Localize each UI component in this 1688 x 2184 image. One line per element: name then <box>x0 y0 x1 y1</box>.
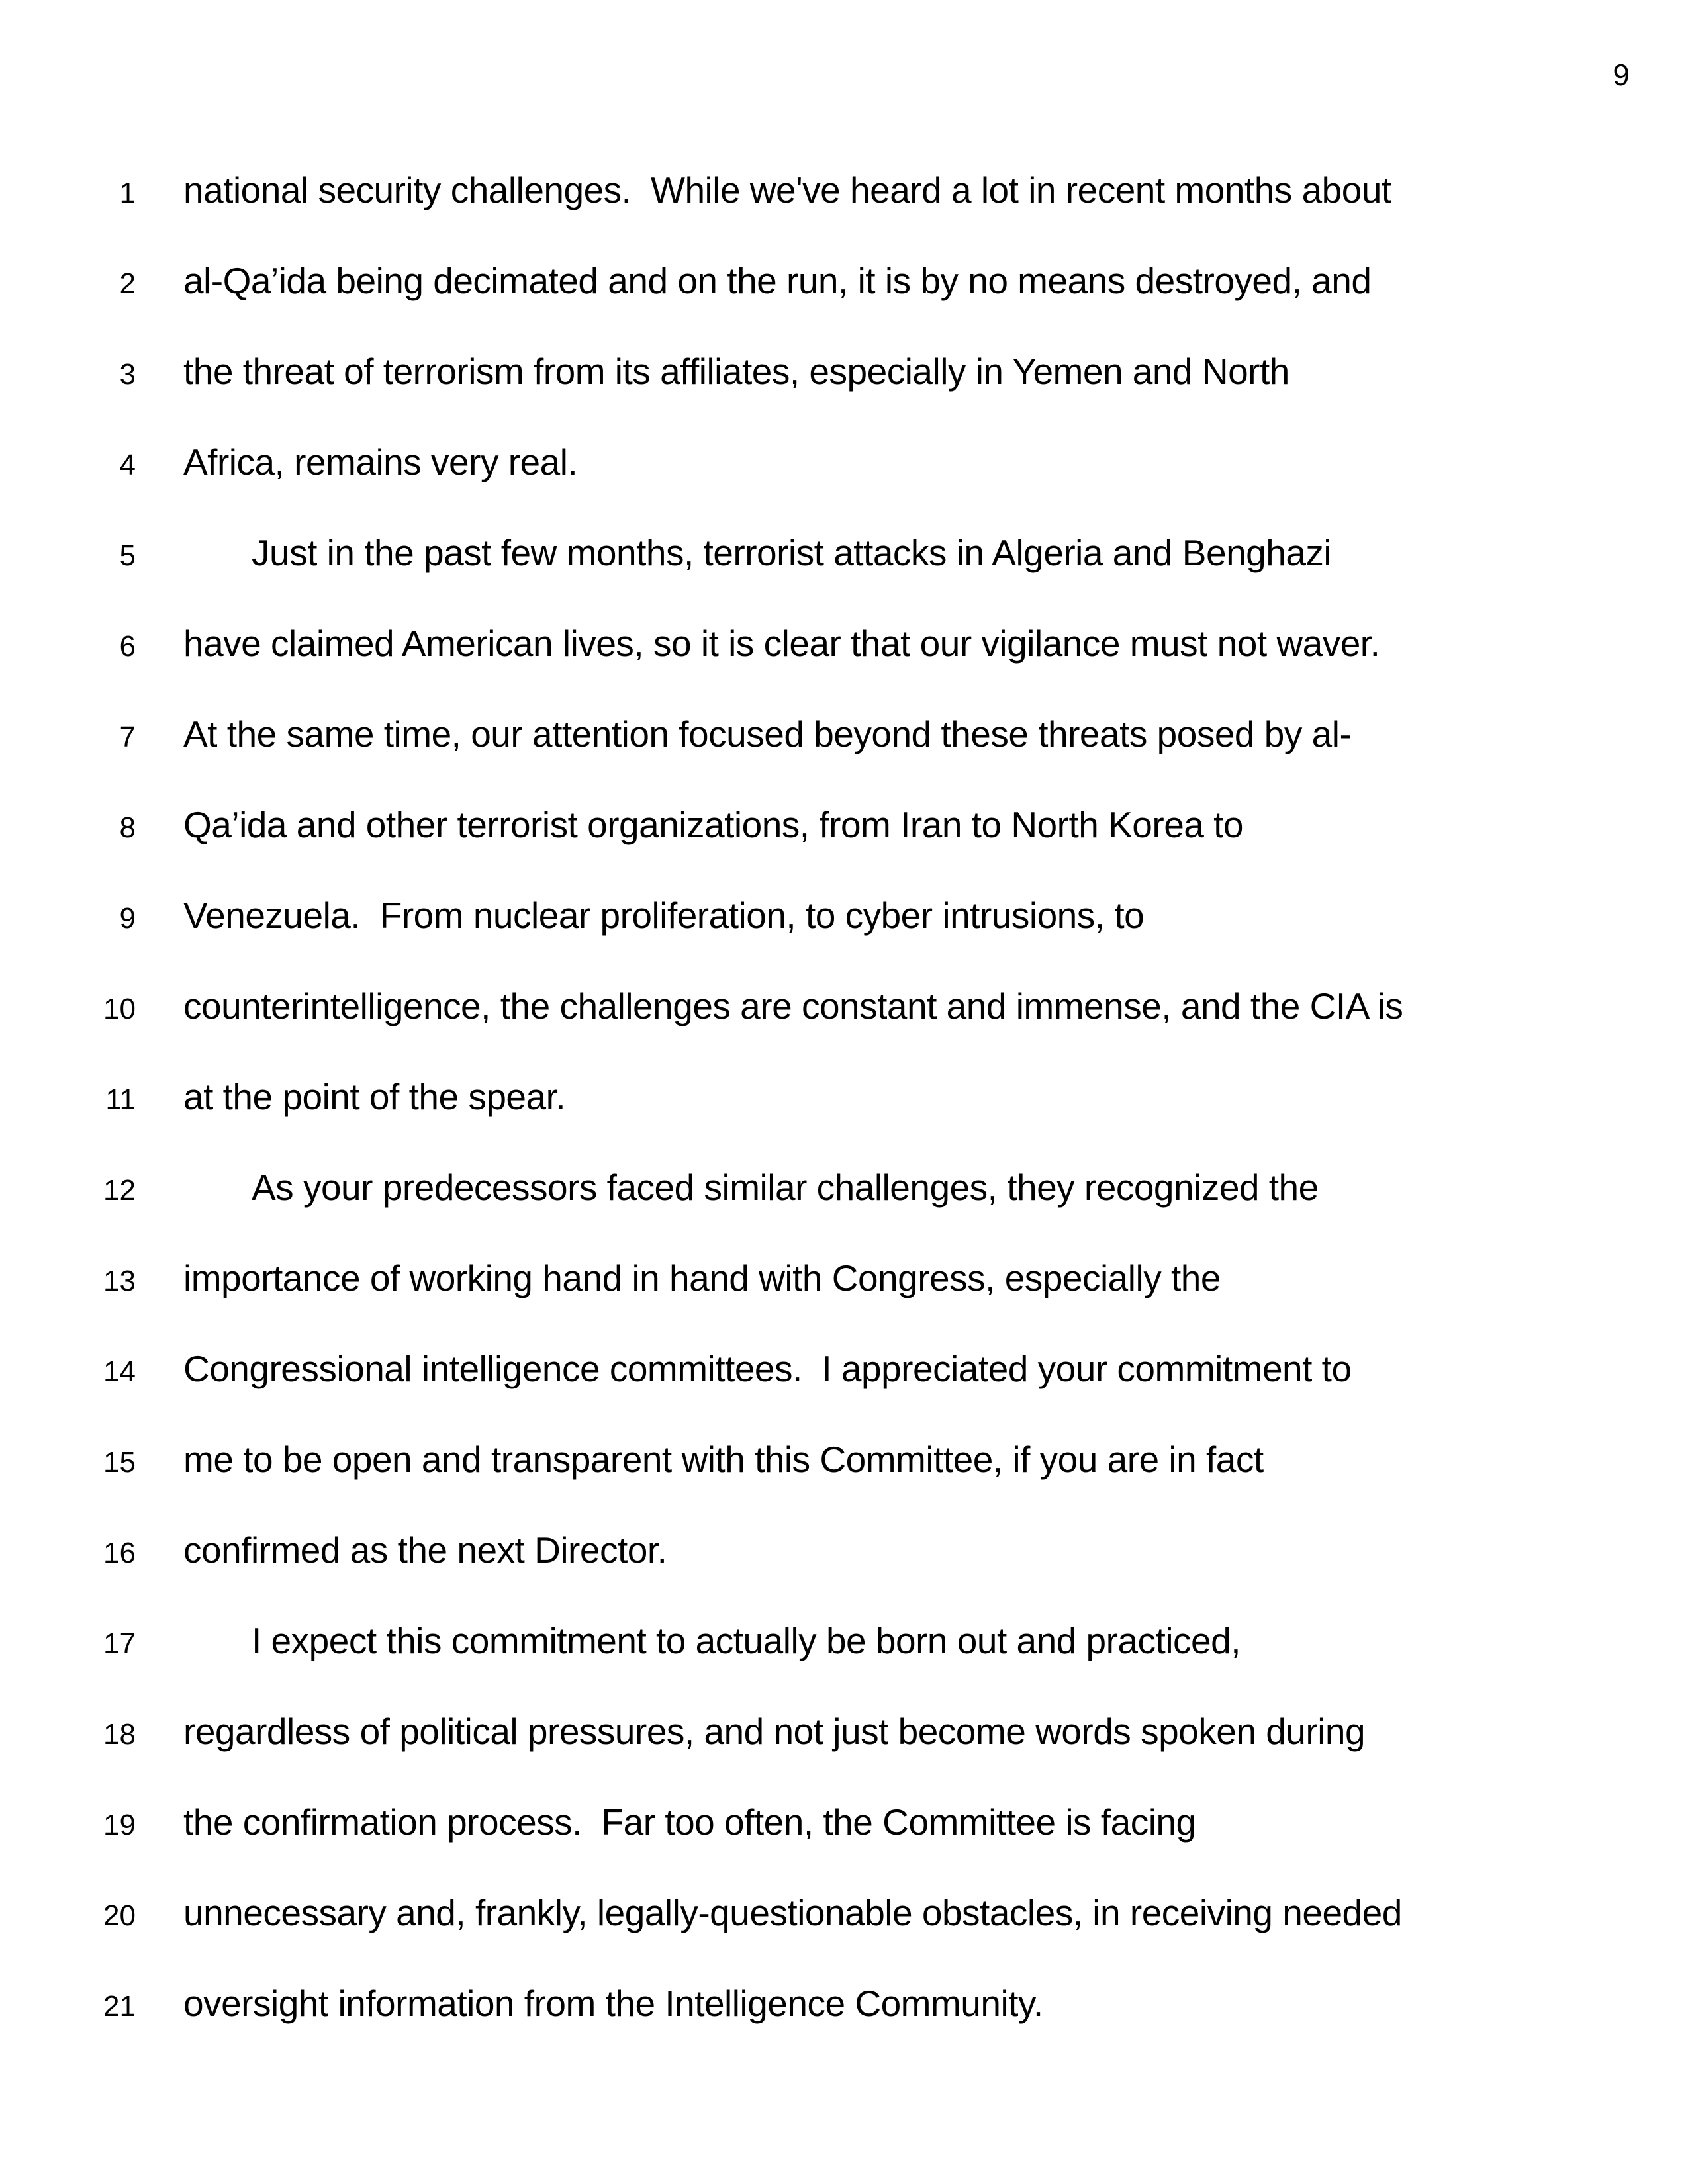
line-text: Just in the past few months, terrorist attacks in Algeria and Benghazi <box>252 532 1332 573</box>
line-number: 1 <box>119 177 136 209</box>
line-number: 8 <box>119 811 136 844</box>
transcript-line <box>0 326 1688 417</box>
line-text: national security challenges. While we've heard a lot in recent months about <box>183 169 1391 210</box>
line-text: the confirmation process. Far too often, the Committee is facing <box>183 1801 1196 1843</box>
line-text: Venezuela. From nuclear proliferation, to cyber intrusions, to <box>183 895 1145 936</box>
transcript-line <box>0 417 1688 508</box>
line-number: 4 <box>119 449 136 481</box>
line-text: Qa’ida and other terrorist organizations, from Iran to North Korea to <box>183 804 1244 845</box>
line-number: 17 <box>103 1627 136 1660</box>
transcript-line <box>0 1414 1688 1505</box>
line-text: the threat of terrorism from its affiliates, especially in Yemen and North <box>183 351 1289 392</box>
line-text: I expect this commitment to actually be born out and practiced, <box>252 1620 1241 1661</box>
line-number: 14 <box>103 1355 136 1388</box>
transcript-line <box>0 1958 1688 2049</box>
line-text: me to be open and transparent with this Committee, if you are in fact <box>183 1439 1264 1480</box>
line-number: 19 <box>103 1809 136 1841</box>
transcript-line <box>0 870 1688 961</box>
line-number: 3 <box>119 358 136 390</box>
line-number: 13 <box>103 1265 136 1297</box>
line-number: 18 <box>103 1718 136 1751</box>
transcript-line <box>0 1505 1688 1596</box>
transcript-body <box>0 145 1688 2049</box>
line-text: oversight information from the Intelligence Community. <box>183 1983 1043 2024</box>
line-number: 5 <box>119 539 136 572</box>
transcript-line <box>0 1324 1688 1414</box>
line-text: at the point of the spear. <box>183 1076 566 1117</box>
transcript-line <box>0 1686 1688 1777</box>
line-number: 20 <box>103 1899 136 1932</box>
line-text: regardless of political pressures, and not just become words spoken during <box>183 1711 1366 1752</box>
line-number: 7 <box>119 721 136 753</box>
line-text: al-Qa’ida being decimated and on the run, it is by no means destroyed, and <box>183 260 1372 301</box>
transcript-line <box>0 598 1688 689</box>
line-text: Africa, remains very real. <box>183 441 578 482</box>
transcript-line <box>0 508 1688 598</box>
line-text: At the same time, our attention focused beyond these threats posed by al- <box>183 713 1352 754</box>
transcript-line <box>0 1868 1688 1958</box>
transcript-line <box>0 1777 1688 1868</box>
line-number: 6 <box>119 630 136 662</box>
page-number: 9 <box>1613 58 1630 92</box>
transcript-line <box>0 780 1688 870</box>
transcript-line <box>0 1233 1688 1324</box>
line-text: counterintelligence, the challenges are constant and immense, and the CIA is <box>183 985 1403 1026</box>
line-number: 9 <box>119 902 136 934</box>
transcript-line <box>0 689 1688 780</box>
transcript-line <box>0 1052 1688 1142</box>
line-number: 16 <box>103 1537 136 1569</box>
line-number: 15 <box>103 1446 136 1479</box>
line-text: have claimed American lives, so it is clear that our vigilance must not waver. <box>183 623 1380 664</box>
line-text: confirmed as the next Director. <box>183 1529 667 1570</box>
transcript-line <box>0 236 1688 326</box>
line-number: 21 <box>103 1990 136 2023</box>
transcript-line <box>0 145 1688 236</box>
line-text: unnecessary and, frankly, legally-questionable obstacles, in receiving needed <box>183 1892 1402 1933</box>
transcript-line <box>0 961 1688 1052</box>
line-text: Congressional intelligence committees. I appreciated your commitment to <box>183 1348 1352 1389</box>
line-number: 2 <box>119 267 136 300</box>
transcript-line <box>0 1142 1688 1233</box>
line-number: 10 <box>103 993 136 1025</box>
line-text: As your predecessors faced similar challenges, they recognized the <box>252 1167 1319 1208</box>
transcript-line <box>0 1596 1688 1686</box>
line-number: 12 <box>103 1174 136 1206</box>
line-text: importance of working hand in hand with Congress, especially the <box>183 1257 1221 1298</box>
line-number: 11 <box>105 1083 136 1116</box>
